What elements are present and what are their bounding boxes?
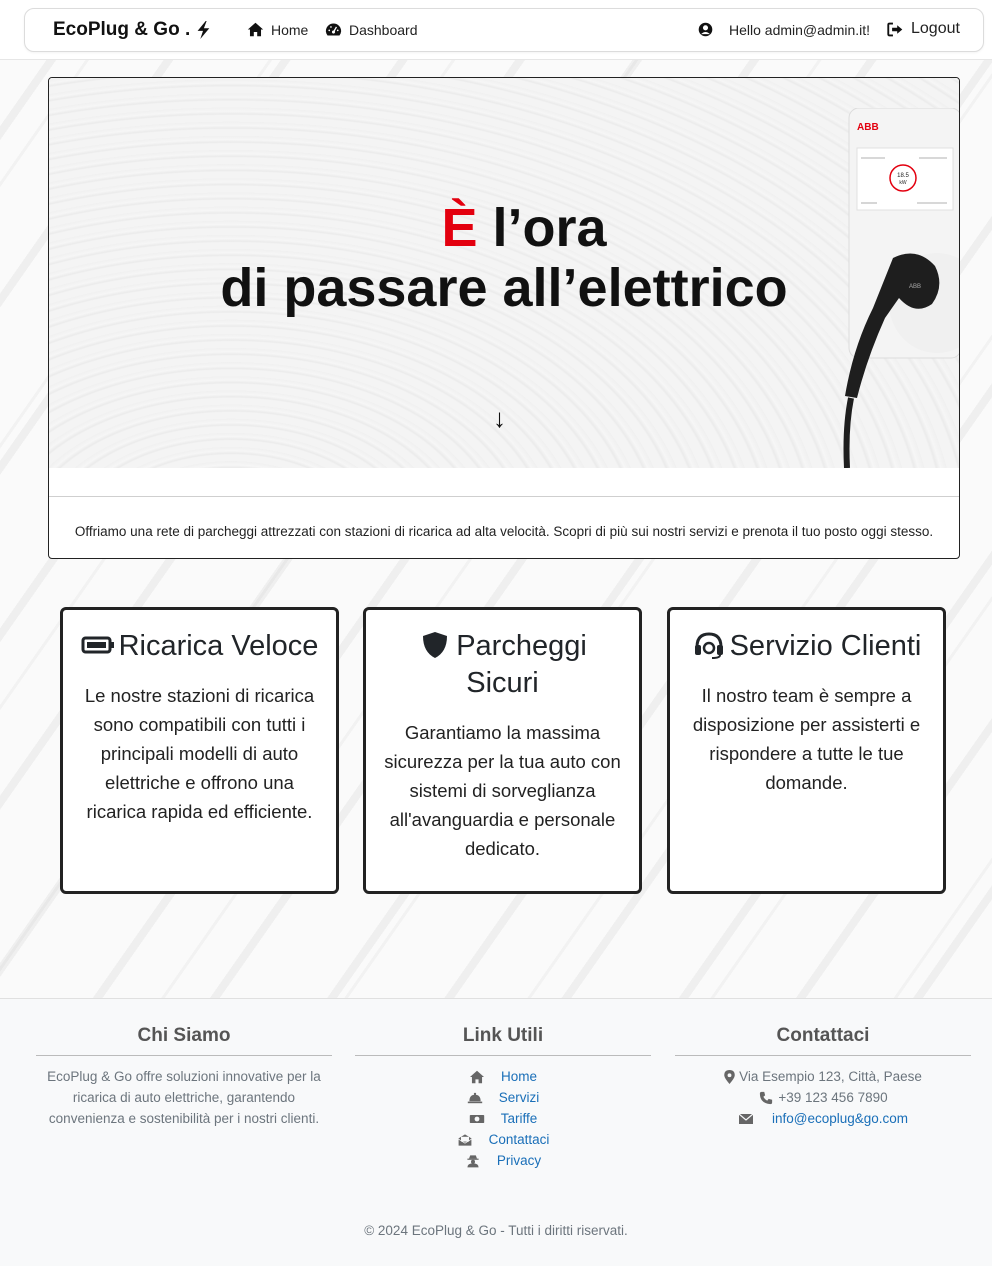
nav-home-link[interactable] bbox=[247, 21, 308, 38]
feature-text: Il nostro team è sempre a disposizione per assisterti e rispondere a tutte le tue domande. bbox=[692, 685, 921, 793]
footer-link-tariffe-label[interactable]: Tariffe bbox=[500, 1111, 538, 1126]
charger-handle-brand: ABB bbox=[909, 284, 922, 290]
battery-icon bbox=[81, 631, 115, 659]
headset-icon bbox=[692, 631, 726, 659]
footer-link-contattaci-label[interactable]: Contattaci bbox=[488, 1132, 550, 1147]
money-icon bbox=[469, 1112, 485, 1126]
brand-name: EcoPlug & Go . bbox=[53, 19, 191, 40]
footer-links-title: Link Utili bbox=[355, 1025, 651, 1056]
nav-dashboard-link[interactable] bbox=[325, 21, 418, 38]
gauge-icon bbox=[325, 21, 342, 38]
user-secret-icon bbox=[465, 1154, 481, 1168]
footer-link-privacy-label[interactable]: Privacy bbox=[496, 1153, 542, 1168]
footer-link-servizi-label[interactable]: Servizi bbox=[498, 1090, 540, 1105]
footer-link-privacy[interactable] bbox=[355, 1150, 651, 1171]
shield-icon bbox=[418, 631, 452, 659]
footer-link-tariffe[interactable] bbox=[355, 1108, 651, 1129]
footer-about bbox=[36, 1025, 332, 1129]
footer-contact-title: Contattaci bbox=[675, 1025, 971, 1056]
footer-link-servizi[interactable] bbox=[355, 1087, 651, 1108]
bell-icon bbox=[467, 1091, 483, 1105]
footer bbox=[0, 998, 992, 1266]
feature-card-servizio bbox=[667, 607, 946, 894]
nav-dashboard-label: Dashboard bbox=[349, 21, 418, 38]
brand-logo[interactable] bbox=[53, 19, 212, 41]
navbar bbox=[24, 8, 984, 52]
map-marker-icon bbox=[724, 1070, 735, 1084]
hero-description: Offriamo una rete di parcheggi attrezzati con stazioni di ricarica ad alta velocità. Scopri di più sui nostri servizi e prenota il tuo posto oggi stesso. bbox=[74, 524, 934, 539]
feature-card-parcheggi bbox=[363, 607, 642, 894]
charger-display-unit: kW bbox=[899, 180, 907, 186]
phone-icon bbox=[758, 1091, 774, 1105]
footer-link-home-label[interactable]: Home bbox=[500, 1069, 537, 1084]
nav-home-label: Home bbox=[271, 21, 309, 38]
feature-title: Ricarica Veloce bbox=[77, 628, 322, 665]
footer-email-link[interactable]: info@ecoplug&go.com bbox=[771, 1111, 909, 1126]
footer-link-home[interactable] bbox=[355, 1066, 651, 1087]
home-icon bbox=[469, 1070, 485, 1084]
footer-about-title: Chi Siamo bbox=[36, 1025, 332, 1056]
feature-text: Le nostre stazioni di ricarica sono compatibili con tutti i principali modelli di auto elettriche e offrono una ricarica rapida ed efficiente. bbox=[84, 685, 315, 822]
feature-title: Servizio Clienti bbox=[684, 628, 929, 665]
user-circle-icon bbox=[697, 21, 714, 38]
logout-label: Logout bbox=[911, 20, 960, 37]
hero-title-line1: l’ora bbox=[477, 198, 607, 258]
footer-links bbox=[355, 1025, 651, 1171]
envelope-open-icon bbox=[457, 1133, 473, 1147]
home-icon bbox=[247, 21, 264, 38]
arrow-down-icon[interactable]: ↓ bbox=[493, 403, 506, 433]
bolt-icon bbox=[194, 20, 212, 40]
hero-banner bbox=[48, 77, 960, 559]
logout-button[interactable] bbox=[887, 20, 960, 38]
footer-copyright: © 2024 EcoPlug & Go - Tutti i diritti riservati. bbox=[364, 1223, 628, 1238]
feature-text: Garantiamo la massima sicurezza per la tua auto con sistemi di sorveglianza all'avanguardia e personale dedicato. bbox=[384, 722, 621, 859]
user-greeting bbox=[697, 21, 870, 38]
hero-title-line2: di passare all’elettrico bbox=[220, 258, 788, 318]
footer-email bbox=[675, 1108, 971, 1129]
footer-address: Via Esempio 123, Città, Paese bbox=[675, 1066, 971, 1087]
feature-card-ricarica bbox=[60, 607, 339, 894]
footer-phone: +39 123 456 7890 bbox=[675, 1087, 971, 1108]
hero-title-accent: È bbox=[441, 198, 478, 258]
footer-contact bbox=[675, 1025, 971, 1129]
charger-brand: ABB bbox=[857, 122, 879, 133]
feature-title: Parcheggi Sicuri bbox=[380, 628, 625, 702]
ev-charger-image bbox=[797, 108, 959, 468]
user-greeting-text: Hello admin@admin.it! bbox=[729, 21, 871, 38]
hero-divider bbox=[49, 496, 959, 497]
footer-link-contattaci[interactable] bbox=[355, 1129, 651, 1150]
hero-image bbox=[49, 78, 959, 468]
envelope-icon bbox=[738, 1112, 754, 1126]
charger-display-value: 18.5 bbox=[897, 173, 909, 179]
logout-icon bbox=[887, 21, 904, 38]
footer-about-text: EcoPlug & Go offre soluzioni innovative per la ricarica di auto elettriche, garantendo convenienza e sostenibilità per i nostri clienti. bbox=[47, 1069, 321, 1126]
